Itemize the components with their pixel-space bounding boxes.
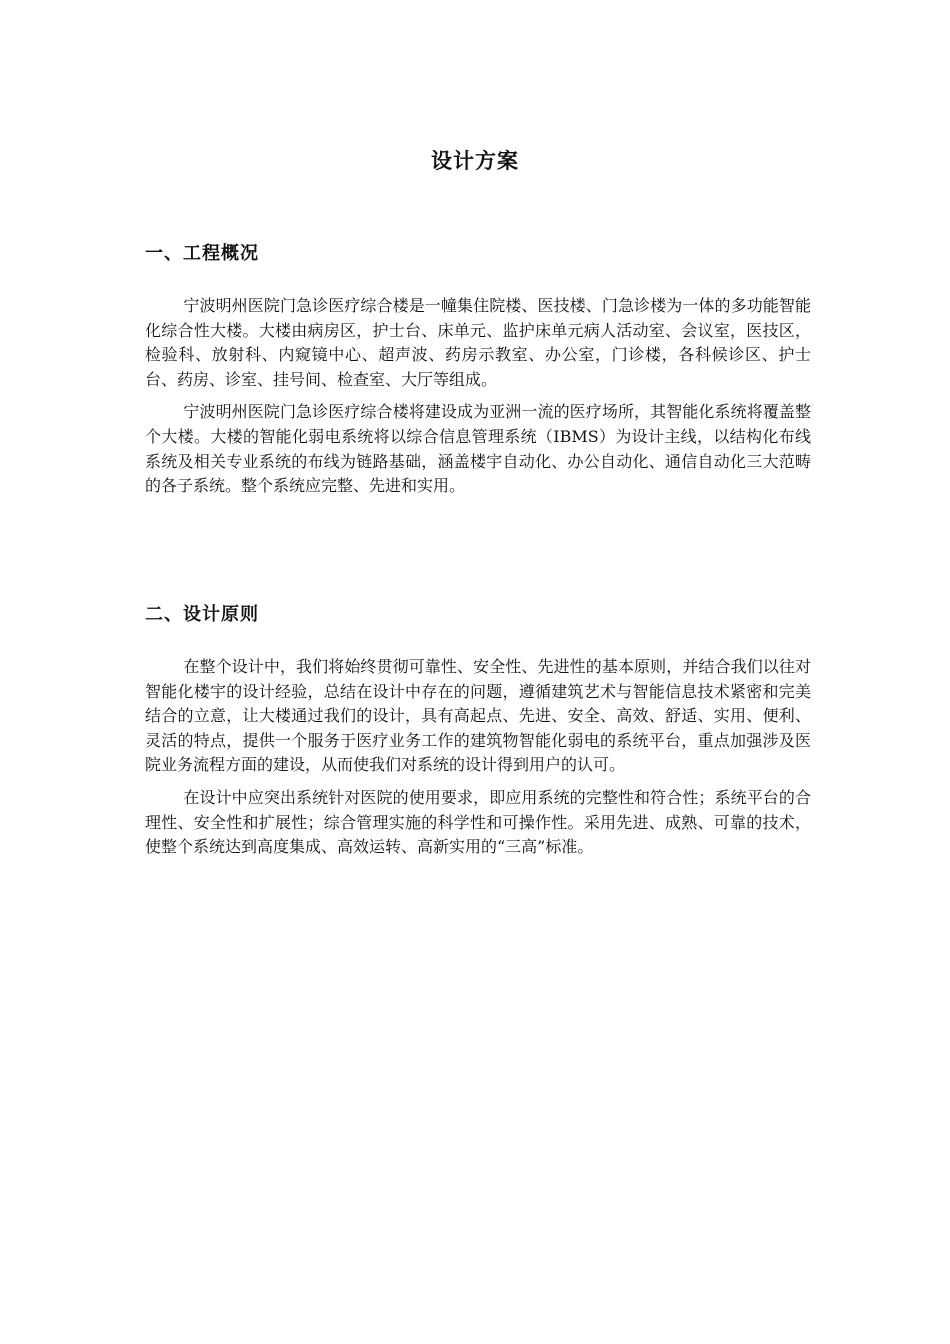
- section-design-principles: [145, 601, 811, 868]
- paragraph: 宁波明州医院门急诊医疗综合楼是一幢集住院楼、医技楼、门急诊楼为一体的多功能智能化综合性大楼。大楼由病房区，护士台、床单元、监护床单元病人活动室、会议室，医技区，检验科、放射科、内窥镜中心、超声波、药房示教室、办公室，门诊楼，各科候诊区、护士台、药房、诊室、挂号间、检查室、大厅等组成。: [145, 296, 811, 389]
- paragraph: 在设计中应突出系统针对医院的使用要求，即应用系统的完整性和符合性；系统平台的合理性、安全性和扩展性；综合管理实施的科学性和可操作性。采用先进、成熟、可靠的技术，使整个系统达到高度集成、高效运转、高新实用的“三高”标准。: [145, 787, 811, 857]
- section-project-overview: [145, 240, 811, 507]
- section-heading: 一、工程概况: [145, 243, 259, 264]
- section-heading: 二、设计原则: [145, 604, 259, 625]
- paragraph: 在整个设计中，我们将始终贯彻可靠性、安全性、先进性的基本原则，并结合我们以往对智能化楼宇的设计经验，总结在设计中存在的问题，遵循建筑艺术与智能信息技术紧密和完美结合的立意，让大楼通过我们的设计，具有高起点、先进、安全、高效、舒适、实用、便利、灵活的特点，提供一个服务于医疗业务工作的建筑物智能化弱电的系统平台，重点加强涉及医院业务流程方面的建设，从而使我们对系统的设计得到用户的认可。: [145, 657, 811, 775]
- page-title: 设计方案: [431, 148, 519, 173]
- paragraph: 宁波明州医院门急诊医疗综合楼将建设成为亚洲一流的医疗场所，其智能化系统将覆盖整个大楼。大楼的智能化弱电系统将以综合信息管理系统（IBMS）为设计主线，以结构化布线系统及相关专业系统的布线为链路基础，涵盖楼宇自动化、办公自动化、通信自动化三大范畴的各子系统。整个系统应完整、先进和实用。: [145, 402, 811, 496]
